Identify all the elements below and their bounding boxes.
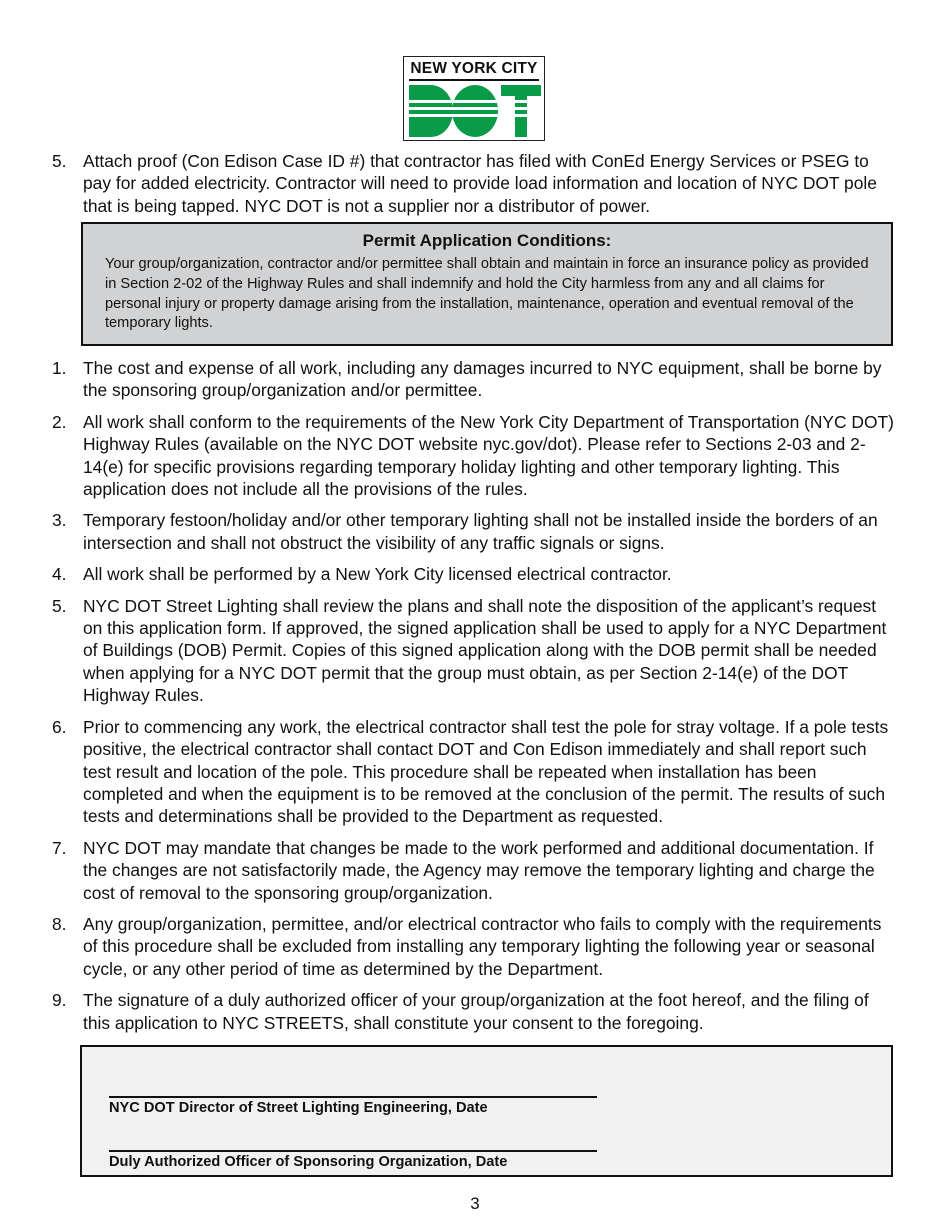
list-item-3: [52, 509, 897, 554]
item-number: 4.: [52, 564, 67, 585]
conditions-list: [52, 357, 897, 1034]
item-number: 6.: [52, 716, 67, 737]
item-number: 1.: [52, 358, 67, 378]
item-number: 9.: [52, 990, 67, 1011]
conditions-text: Your group/organization, contractor and/or permittee shall obtain and maintain in force an insurance policy as provided in Section 2-02 of the Highway Rules and shall indemnify and hold the City harmless from any and all claims for personal injury or property damage arising from the installation, maintenance, operation and eventual removal of the temporary lights.: [105, 256, 869, 332]
item-number: 5.: [52, 595, 67, 616]
item-text: The cost and expense of all work, including any damages incurred to NYC equipment, shall be borne by the sponsoring group/organization and/or permittee.: [83, 358, 882, 401]
officer-signature-line[interactable]: [109, 1150, 597, 1152]
item-text: Temporary festoon/holiday and/or other temporary lighting shall not be installed inside the borders of an intersection and shall not obstruct the visibility of any traffic signals or signs.: [83, 510, 878, 553]
list-item-1: [52, 357, 897, 402]
item-text: Any group/organization, permittee, and/or electrical contractor who fails to comply with the requirements of this procedure shall be excluded from installing any temporary lighting the following year or seasonal cycle, or any other period of time as determined by the Department.: [83, 913, 882, 979]
list-item-6: [52, 716, 897, 828]
item-text: All work shall conform to the requirements of the New York City Department of Transportation (NYC DOT) Highway Rules (available on the NYC DOT website nyc.gov/dot). Please refer to Sections 2-03 and 2-14(e) for specific provisions regarding temporary holiday lighting and other temporary lighting. This application does not include all the provisions of the rules.: [83, 411, 894, 500]
nyc-dot-logo: [403, 56, 545, 141]
logo-text: NEW YORK CITY: [410, 60, 538, 77]
director-signature-line[interactable]: [109, 1096, 597, 1098]
list-item-4: [52, 563, 897, 585]
officer-signature-label: Duly Authorized Officer of Sponsoring Organization, Date: [109, 1154, 508, 1170]
item-number: 3.: [52, 510, 67, 531]
item-number: 8.: [52, 913, 67, 934]
list-item-5: [52, 595, 897, 707]
item-text: NYC DOT may mandate that changes be made to the work performed and additional documentation. If the changes are not satisfactorily made, the Agency may remove the temporary lighting and charge the cost of removal to the sponsoring group/organization.: [83, 837, 875, 903]
dot-logo-mark: [409, 85, 541, 137]
item-text: Attach proof (Con Edison Case ID #) that contractor has filed with ConEd Energy Services or PSEG to pay for added electricity. Contractor will need to provide load information and location of NYC DOT pole that is being tapped. NYC DOT is not a supplier nor a distributor of power.: [83, 151, 877, 216]
list-item-2: [52, 411, 897, 501]
item-text: All work shall be performed by a New York City licensed electrical contractor.: [83, 564, 672, 585]
item-text: Prior to commencing any work, the electrical contractor shall test the pole for stray voltage. If a pole tests positive, the electrical contractor shall contact DOT and Con Edison immediately and shall report such test result and location of the pole. This procedure shall be repeated when installation has been completed and when the equipment is to be removed at the conclusion of the permit. The results of such tests and determinations shall be provided to the Department as requested.: [83, 716, 889, 827]
item-number: 5.: [52, 151, 67, 171]
item-number: 7.: [52, 837, 67, 858]
item-text: The signature of a duly authorized officer of your group/organization at the foot hereof, and the filing of this application to NYC STREETS, shall constitute your consent to the foregoing.: [83, 990, 869, 1033]
permit-conditions-box: [81, 222, 893, 346]
conditions-title: Permit Application Conditions:: [362, 231, 612, 250]
page-number: 3: [470, 1194, 480, 1213]
list-item-top-5: [52, 150, 897, 217]
list-item-7: [52, 837, 897, 904]
item-text: NYC DOT Street Lighting shall review the plans and shall note the disposition of the applicant’s request on this application form. If approved, the signed application shall be used to apply for a NYC Department of Buildings (DOB) Permit. Copies of this signed application along with the DOB permit shall be needed when applying for a NYC DOT permit that the group must obtain, as per Section 2-14(e) of the DOT Highway Rules.: [83, 595, 887, 706]
director-signature-label: NYC DOT Director of Street Lighting Engineering, Date: [109, 1100, 488, 1116]
list-item-9: [52, 989, 897, 1034]
list-item-8: [52, 913, 897, 980]
logo-rule: [409, 79, 539, 81]
item-number: 2.: [52, 411, 67, 432]
top-list: [52, 150, 897, 217]
signature-box: [80, 1045, 893, 1177]
